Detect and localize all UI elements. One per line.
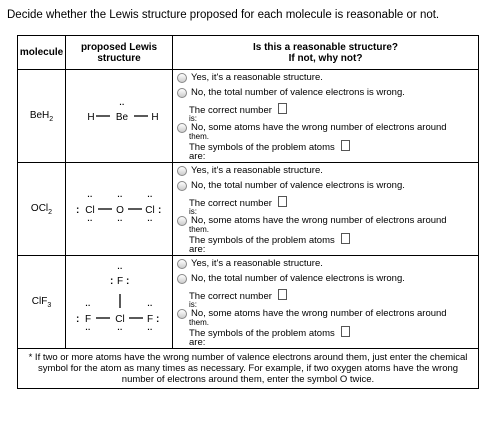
lewis-structure-clf3 bbox=[66, 256, 173, 349]
molecule-formula: BeH bbox=[29, 109, 50, 121]
correct-number-suffix: is: bbox=[189, 206, 197, 216]
lone-pair: : bbox=[76, 314, 80, 325]
correct-number-input[interactable] bbox=[278, 289, 287, 300]
option-label: Yes, it's a reasonable structure. bbox=[191, 71, 323, 83]
atom-label: F bbox=[116, 276, 124, 287]
instruction-text: Decide whether the Lewis structure proposed for each molecule is reasonable or not. bbox=[7, 9, 440, 21]
lewis-structure-beh2 bbox=[66, 70, 173, 163]
lone-pair: ·· bbox=[85, 301, 91, 310]
lewis-structure-table bbox=[17, 35, 479, 389]
option-valence-wrong[interactable] bbox=[173, 87, 478, 103]
molecule-row-clf3 bbox=[18, 256, 479, 349]
atom-label: H bbox=[151, 112, 159, 123]
lone-pair: ·· bbox=[85, 325, 91, 334]
lewis-diagram bbox=[66, 256, 173, 348]
correct-number-label: The correct number bbox=[189, 104, 272, 116]
lone-pair: ·· bbox=[119, 100, 125, 109]
radio-button[interactable] bbox=[177, 123, 187, 133]
option-wrong-atoms[interactable] bbox=[173, 122, 478, 134]
option-label: No, the total number of valence electrons is wrong. bbox=[191, 87, 405, 98]
symbols-label: The symbols of the problem atoms bbox=[189, 234, 335, 246]
symbols-label: The symbols of the problem atoms bbox=[189, 141, 335, 153]
header-proposed-line2: structure bbox=[97, 52, 141, 64]
answer-options-beh2 bbox=[173, 70, 479, 163]
radio-button[interactable] bbox=[177, 274, 187, 284]
option-yes[interactable] bbox=[173, 165, 478, 181]
symbols-line bbox=[173, 140, 478, 151]
molecule-name bbox=[18, 163, 66, 256]
correct-number-line bbox=[173, 103, 478, 116]
lewis-diagram bbox=[66, 163, 173, 255]
symbols-suffix: are: bbox=[189, 336, 206, 348]
option-valence-wrong[interactable] bbox=[173, 180, 478, 196]
option-label: Yes, it's a reasonable structure. bbox=[191, 257, 323, 269]
answer-options-ocl2 bbox=[173, 163, 479, 256]
option-wrong-atoms[interactable] bbox=[173, 215, 478, 227]
footnote: * If two or more atoms have the wrong number of valence electrons around them, just enter the chemical symbol for the atom as many times as necessary. For example, if two oxygen atoms have the wrong number of electrons around them, enter the symbol O twice. bbox=[18, 349, 479, 389]
lone-pair: ·· bbox=[147, 192, 153, 201]
header-proposed bbox=[66, 36, 173, 70]
lone-pair: ·· bbox=[117, 325, 123, 334]
radio-button[interactable] bbox=[177, 309, 187, 319]
header-reasonable-line2: If not, why not? bbox=[288, 52, 363, 64]
symbols-label: The symbols of the problem atoms bbox=[189, 327, 335, 339]
radio-button[interactable] bbox=[177, 73, 187, 83]
molecule-row-beh2 bbox=[18, 70, 479, 163]
atom-label: H bbox=[87, 112, 95, 123]
correct-number-label: The correct number bbox=[189, 290, 272, 302]
lone-pair: ·· bbox=[147, 216, 153, 225]
option-label: No, some atoms have the wrong number of electrons around bbox=[191, 121, 447, 133]
option-label: Yes, it's a reasonable structure. bbox=[191, 164, 323, 176]
lewis-diagram bbox=[66, 70, 173, 162]
answer-options-clf3 bbox=[173, 256, 479, 349]
radio-button[interactable] bbox=[177, 181, 187, 191]
header-reasonable bbox=[173, 36, 479, 70]
lone-pair: ·· bbox=[117, 216, 123, 225]
atom-label: O bbox=[116, 205, 124, 216]
lone-pair: : bbox=[76, 205, 80, 216]
radio-button[interactable] bbox=[177, 259, 187, 269]
correct-number-line bbox=[173, 289, 478, 302]
molecule-subscript: 2 bbox=[49, 115, 54, 123]
lewis-structure-ocl2 bbox=[66, 163, 173, 256]
symbols-input[interactable] bbox=[341, 233, 350, 244]
lone-pair: ·· bbox=[147, 301, 153, 310]
option-wrong-atoms[interactable] bbox=[173, 308, 478, 320]
lone-pair: ·· bbox=[87, 216, 93, 225]
header-row bbox=[18, 36, 479, 70]
lone-pair: ·· bbox=[87, 192, 93, 201]
option-yes[interactable] bbox=[173, 72, 478, 88]
lone-pair: : bbox=[158, 205, 162, 216]
correct-number-label: The correct number bbox=[189, 197, 272, 209]
molecule-subscript: 2 bbox=[48, 208, 53, 216]
symbols-suffix: are: bbox=[189, 150, 206, 162]
molecule-formula: OCl bbox=[30, 202, 49, 214]
atom-label: F bbox=[146, 314, 154, 325]
molecule-subscript: 3 bbox=[47, 301, 52, 309]
symbols-line bbox=[173, 233, 478, 244]
header-proposed-line1: proposed Lewis bbox=[80, 41, 158, 53]
wrong-atoms-suffix: them. bbox=[189, 317, 210, 327]
atom-label: F bbox=[84, 314, 92, 325]
lone-pair: : bbox=[110, 276, 114, 287]
wrong-atoms-suffix: them. bbox=[189, 131, 210, 141]
option-label: No, the total number of valence electrons is wrong. bbox=[191, 273, 405, 284]
molecule-row-ocl2 bbox=[18, 163, 479, 256]
correct-number-suffix: is: bbox=[189, 299, 197, 309]
lone-pair: : bbox=[156, 314, 160, 325]
radio-button[interactable] bbox=[177, 216, 187, 226]
correct-number-input[interactable] bbox=[278, 103, 287, 114]
symbols-input[interactable] bbox=[341, 326, 350, 337]
footnote-row bbox=[18, 349, 479, 389]
atom-label: Cl bbox=[115, 314, 125, 325]
wrong-atoms-suffix: them. bbox=[189, 224, 210, 234]
molecule-name bbox=[18, 70, 66, 163]
molecule-name bbox=[18, 256, 66, 349]
atom-label: Be bbox=[115, 112, 129, 123]
molecule-formula: ClF bbox=[31, 295, 48, 307]
symbols-suffix: are: bbox=[189, 243, 206, 255]
atom-label: Cl bbox=[85, 205, 95, 216]
option-label: No, some atoms have the wrong number of electrons around bbox=[191, 214, 447, 226]
option-label: No, the total number of valence electrons is wrong. bbox=[191, 180, 405, 191]
radio-button[interactable] bbox=[177, 88, 187, 98]
lone-pair: ·· bbox=[147, 325, 153, 334]
correct-number-input[interactable] bbox=[278, 196, 287, 207]
atom-label: Cl bbox=[145, 205, 155, 216]
radio-button[interactable] bbox=[177, 166, 187, 176]
option-valence-wrong[interactable] bbox=[173, 273, 478, 289]
lone-pair: : bbox=[126, 276, 130, 287]
header-molecule: molecule bbox=[18, 36, 66, 70]
option-label: No, some atoms have the wrong number of electrons around bbox=[191, 307, 447, 319]
symbols-input[interactable] bbox=[341, 140, 350, 151]
correct-number-line bbox=[173, 196, 478, 209]
header-reasonable-line1: Is this a reasonable structure? bbox=[252, 41, 399, 53]
option-yes[interactable] bbox=[173, 258, 478, 274]
symbols-line bbox=[173, 326, 478, 337]
correct-number-suffix: is: bbox=[189, 113, 197, 123]
lone-pair: ·· bbox=[117, 192, 123, 201]
lone-pair: ·· bbox=[117, 264, 123, 273]
